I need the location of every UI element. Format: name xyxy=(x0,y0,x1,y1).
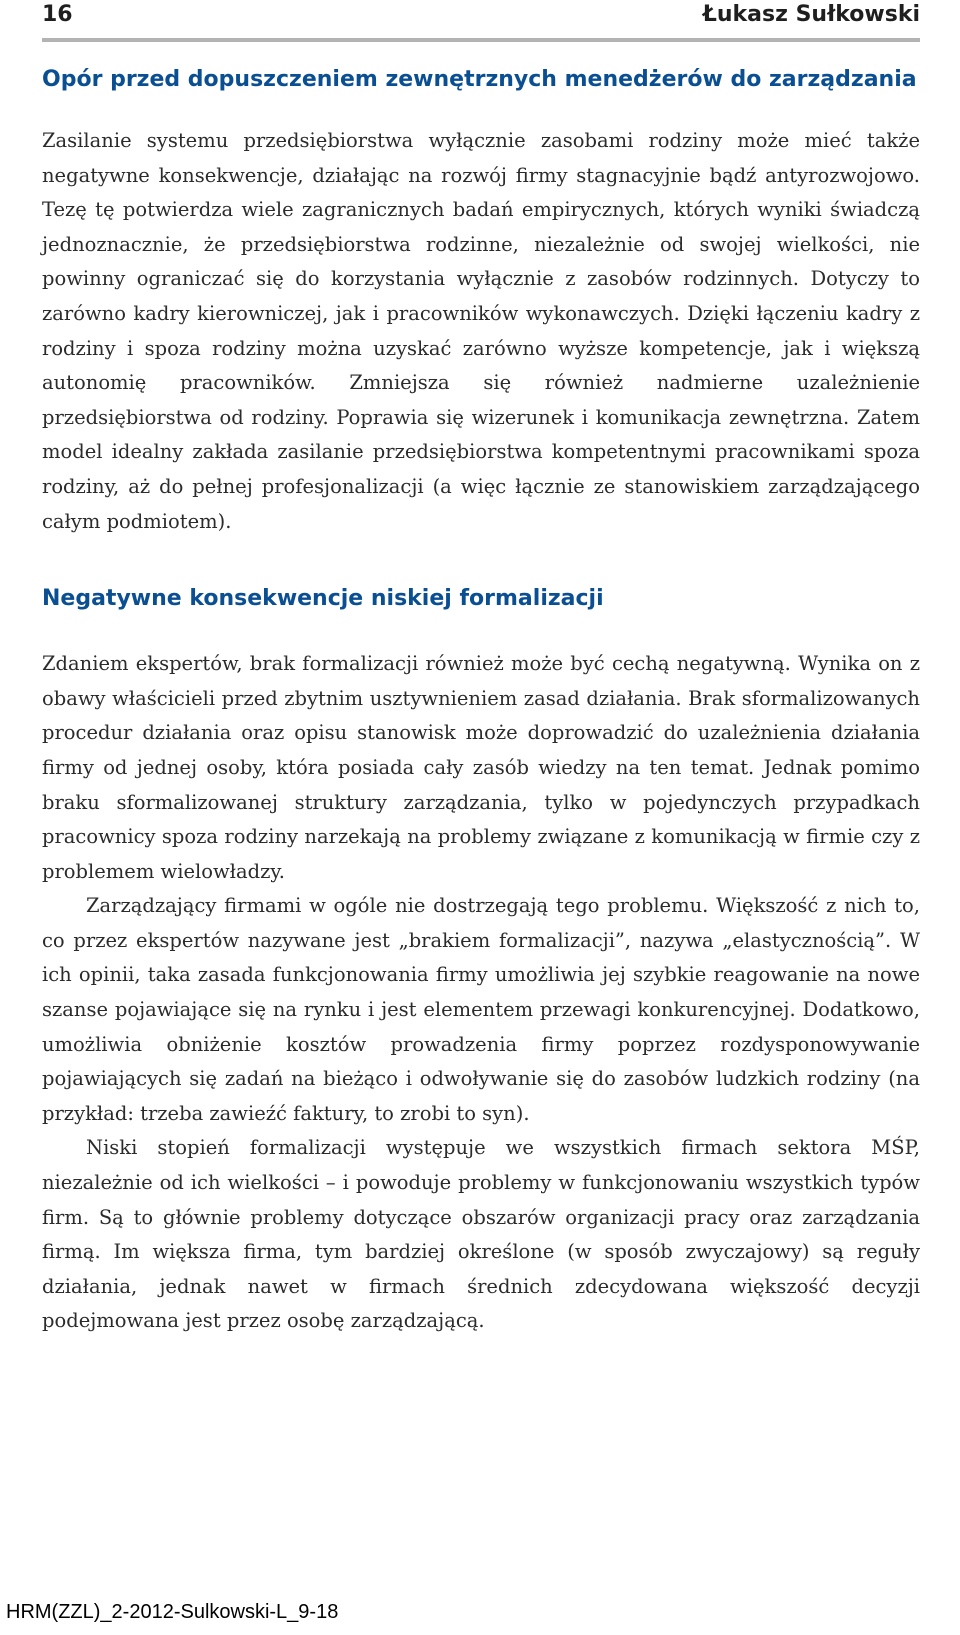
section-heading-external-managers: Opór przed dopuszczeniem zewnętrznych menedżerów do zarządzania xyxy=(42,67,917,92)
section-heading-low-formalization: Negatywne konsekwencje niskiej formalizacji xyxy=(42,586,604,612)
page-body xyxy=(42,62,920,1339)
running-header-author: Łukasz Sułkowski xyxy=(702,2,920,27)
header-rule xyxy=(42,38,920,42)
page-number: 16 xyxy=(42,2,73,27)
section-2-paragraph-1: Zdaniem ekspertów, brak formalizacji również może być cechą negatywną. Wynika on z obawy właścicieli przed zbytnim usztywnieniem zasad działania. Brak sformalizowanych procedur działania oraz opisu stanowisk może doprowadzić do uzależnienia działania firmy od jednej osoby, która posiada cały zasób wiedzy na ten temat. Jednak pomimo braku sformalizowanej struktury zarządzania, tylko w pojedynczych przypadkach pracownicy spoza rodziny narzekają na problemy związane z komunikacją w firmie czy z problemem wielowładzy. xyxy=(42,652,920,883)
section-1-paragraph-1: Zasilanie systemu przedsiębiorstwa wyłącznie zasobami rodziny może mieć także negatywne konsekwencje, działając na rozwój firmy stagnacyjnie bądź antyrozwojowo. Tezę tę potwierdza wiele zagranicznych badań empirycznych, których wyniki świadczą jednoznacznie, że przedsiębiorstwa rodzinne, niezależnie od swojej wielkości, nie powinny ograniczać się do korzystania wyłącznie z zasobów rodzinnych. Dotyczy to zarówno kadry kierowniczej, jak i pracowników wykonawczych. Dzięki łączeniu kadry z rodziny i spoza rodziny można uzyskać zarówno wyższe kompetencje, jak i większą autonomię pracowników. Zmniejsza się również nadmierne uzależnienie przedsiębiorstwa od rodziny. Poprawia się wizerunek i komunikacja zewnętrzna. Zatem model idealny zakłada zasilanie przedsiębiorstwa kompetentnymi pracownikami spoza rodziny, aż do pełnej profesjonalizacji (a więc łącznie ze stanowiskiem zarządzającego całym podmiotem). xyxy=(42,129,920,533)
section-2-paragraph-2: Zarządzający firmami w ogóle nie dostrzegają tego problemu. Większość z nich to, co przez ekspertów nazywane jest „brakiem formalizacji”, nazywa „elastycznością”. W ich opinii, taka zasada funkcjonowania firmy umożliwia jej szybkie reagowanie na nowe szanse pojawiające się na rynku i jest elementem przewagi konkurencyjnej. Dodatkowo, umożliwia obniżenie kosztów prowadzenia firmy poprzez rozdysponowywanie pojawiających się zadań na bieżąco i odwoływanie się do zasobów ludzkich rodziny (na przykład: trzeba zawieźć faktury, to zrobi to syn). xyxy=(42,894,920,1125)
section-2-paragraph-3: Niski stopień formalizacji występuje we wszystkich firmach sektora MŚP, niezależnie od ich wielkości – i powoduje problemy w funkcjonowaniu wszystkich typów firm. Są to głównie problemy dotyczące obszarów organizacji pracy oraz zarządzania firmą. Im większa firma, tym bardziej określone (w sposób zwyczajowy) są reguły działania, jednak nawet w firmach średnich zdecydowana większość decyzji podejmowana jest przez osobę zarządzającą. xyxy=(42,1136,920,1333)
print-slug-footer: HRM(ZZL)_2-2012-Sulkowski-L_9-18 xyxy=(6,1601,339,1623)
running-header xyxy=(42,0,920,38)
